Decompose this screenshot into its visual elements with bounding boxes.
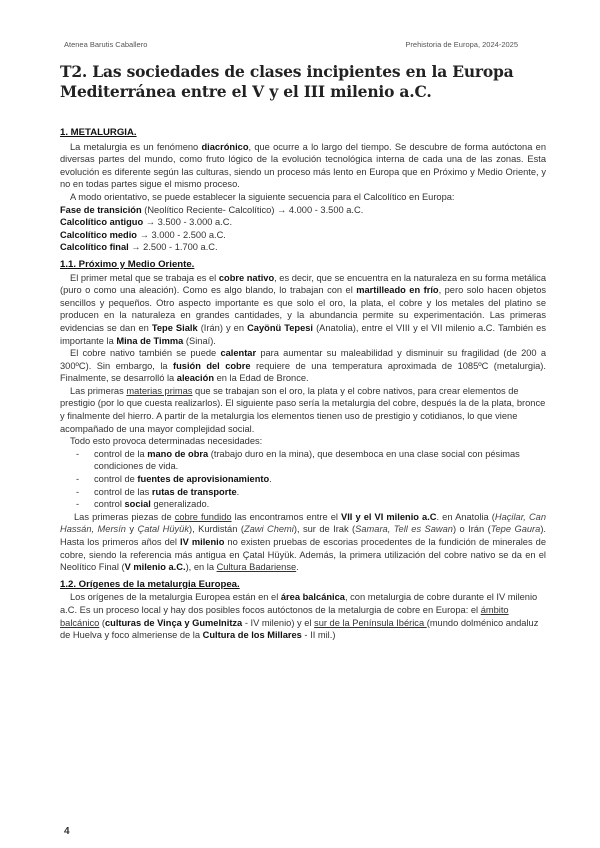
header-author: Atenea Barutis Caballero (64, 40, 148, 49)
document-body (60, 121, 546, 642)
header-course: Prehistoria de Europa, 2024-2025 (405, 40, 518, 49)
paragraph: El cobre nativo también se puede calentar para aumentar su maleabilidad y disminuir su fragilidad (de 200 a 300ºC). Sin embargo, la fusión del cobre requiere de una temperatura aproximada de 1085ºC (metalurgia). Finalmente, se desarrolló la aleación en la Edad de Bronce. (60, 348, 547, 384)
section-heading-metalurgia: 1. METALURGIA. (60, 127, 137, 138)
paragraph: Las primeras piezas de cobre fundido las encontramos entre el VII y el VI milenio a.C. en Anatolia (Haçilar, Can Hassán, Mersín y Çatal Hüyük), Kurdistán (Zawi Chemi), sur de Irak (Samara, Tell es Sawan) o Irán (Tepe Gaura). Hasta los primeros años del IV milenio no existen pruebas de escorias procedentes de la fundición de minerales de cobre, siendo la referencia más antigua en Çatal Hüyük. Además, la primera utilización del cobre nativo se da en el Neolítico Final (V milenio a.C.), en la Cultura Badariense. (60, 511, 547, 573)
paragraph: Las primeras materias primas que se trabajan son el oro, la plata y el cobre nativos, para crear elementos de prestigio (por lo que cuesta realizarlos). El siguiente paso sería la metalurgia del cobre, después la de la plata, bronce y finalmente del hierro. A partir de la metalurgia los elementos tienen uso de prestigio y cotidianos, lo que viene acompañado de una mayor complejidad social. (60, 385, 546, 434)
paragraph: El primer metal que se trabaja es el cobre nativo, es decir, que se encuentra en la naturaleza en su forma metálica (puro o como una aleación). Como es algo blando, lo trabajan con el martilleado en frío, pero solo hacen objetos sencillos y pequeños. Otro aspecto importante es que solo el oro, la plata, el cobre y los metales del platino se producen en la naturaleza en grandes cantidades, y la abundancia permite su experimentación. Las primeras evidencias se dan en Tepe Sialk (Irán) y en Cayönü Tepesi (Anatolia), entre el VIII y el VII milenio a.C. También es importante la Mina de Timma (Sinaí). (60, 272, 547, 346)
sequence-item: Calcolítico final → 2.500 - 1.700 a.C. (60, 242, 218, 253)
list-item: - control de las rutas de transporte. (84, 486, 546, 499)
paragraph: Los orígenes de la metalurgia Europea están en el área balcánica, con metalurgia de cobre durante el IV milenio a.C. Es un proceso local y hay dos posibles focos autóctonos de la metalurgia de cobre en Europa: el ámbito balcánico (culturas de Vinça y Gumelnitza - IV milenio) y el sur de la Península Ibérica (mundo dolménico andaluz de Huelva y foco almeriense de la Cultura de los Millares - II mil.) (60, 592, 539, 641)
page-title: T2. Las sociedades de clases incipientes en la Europa Mediterránea entre el V y el III milenio a.C. (60, 62, 514, 101)
sequence-item: Calcolítico antiguo → 3.500 - 3.000 a.C. (60, 217, 233, 228)
section-heading-proximo-oriente: 1.1. Próximo y Medio Oriente. (60, 258, 195, 270)
section-heading-europa: 1.2. Orígenes de la metalurgia Europea. (60, 578, 240, 590)
sequence-item: Fase de transición (Neolítico Reciente- Calcolítico) → 4.000 - 3.500 a.C. (60, 204, 364, 215)
list-item: - control de la mano de obra (trabajo duro en la mina), que desemboca en una clase social con pésimas condiciones de vida. (84, 448, 546, 473)
list-item: - control de fuentes de aprovisionamiento. (84, 473, 546, 486)
paragraph: La metalurgia es un fenómeno diacrónico, que ocurre a lo largo del tiempo. Se descubre de forma autóctona en diversas partes del mundo, como fruto lógico de la evolución tecnológica interna de cada una de las zonas. Esta evolución es diferente según las culturas, siendo un proceso más lento en Europa que en Próximo y Medio Oriente, y no en todas partes sigue el mismo proceso. (60, 141, 546, 190)
page-number: 4 (64, 826, 70, 837)
list-item: - control social generalizado. (84, 498, 546, 511)
needs-list (60, 448, 546, 511)
paragraph: A modo orientativo, se puede establecer la siguiente secuencia para el Calcolítico en Europa: (70, 191, 455, 202)
paragraph: Todo esto provoca determinadas necesidades: (70, 436, 263, 447)
sequence-item: Calcolítico medio → 3.000 - 2.500 a.C. (60, 229, 226, 240)
